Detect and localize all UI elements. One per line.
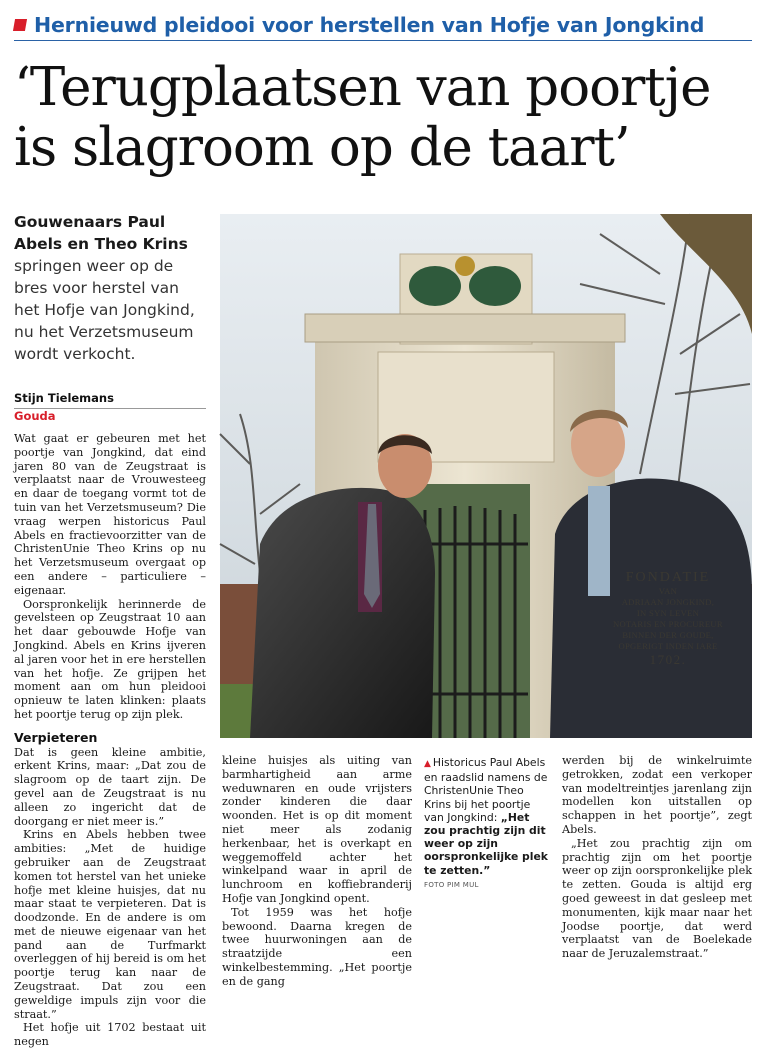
article-photo — [220, 214, 752, 738]
gate-inscription-line-8: 1702. — [649, 652, 687, 667]
paragraph-3: Dat is geen kleine ambitie, erkent Krins, maar: „Dat zou de slagroom op de taart zijn. De gevel aan de Zeugstraat is nu alleen zo ingericht dat de doorgang er niet meer is.” — [14, 745, 206, 828]
paragraph-8: werden bij de winkelruimte getrokken, zodat een verkoper van modeltreintjes jarenlang zijn modellen kon uitstallen op schappen in het poortje”, zegt Abels. — [562, 754, 752, 836]
paragraph-1: Wat gaat er gebeuren met het poortje van Jongkind, dat eind jaren 80 van de Zeugstraat is verplaatst naar de Vrouwesteeg en daar de toegang vormt tot de tuin van het Verzetsmuseum? Die vraag werpen historicus Paul Abels en fractievoorzitter van de ChristenUnie Theo Krins op nu het Verzetsmuseum overgaat op een andere – particuliere – eigenaar. — [14, 432, 206, 597]
article-column-1 — [14, 432, 206, 1049]
headline-line-1: ‘Terugplaatsen van poortje — [14, 57, 711, 118]
byline: Stijn Tielemans — [14, 391, 206, 409]
photo-credit: FOTO PIM MUL — [424, 881, 479, 889]
intro-lead: Gouwenaars Paul Abels en Theo Krins — [14, 213, 188, 253]
gate-inscription — [606, 570, 730, 667]
paragraph-9: „Het zou prachtig zijn om prachtig zijn om het poortje weer op zijn oorspronkelijke plek te zetten. Gouda is altijd erg goed geweest in dat gesleep met monumenten, kijk maar naar het Joodse poortje, dat werd verplaatst van de Boelekade naar de Jeruzalemstraat.” — [562, 836, 752, 961]
paragraph-7: Tot 1959 was het hofje bewoond. Daarna kregen de twee huurwoningen aan de straatzijde een winkelbestemming. „Het poortje en de gang — [222, 905, 412, 988]
gate-inscription-line-3: ADRIAAN JONGKIND, — [621, 597, 715, 607]
paragraph-2: Oorspronkelijk herinnerde de gevelsteen op Zeugstraat 10 aan het daar gebouwde Hofje van Jongkind. Abels en Krins ijveren al jaren voor het in ere herstellen van het hofje. Ze grijpen het moment aan om hun pleidooi opnieuw te laten klinken: plaats het poortje terug op zijn plek. — [14, 597, 206, 721]
article-column-4 — [562, 754, 752, 961]
kicker-marker-icon — [13, 19, 27, 31]
kicker-bar — [14, 9, 752, 41]
gate-inscription-line-4: IN SYN LEVEN — [636, 608, 700, 618]
subhead: Verpieteren — [14, 729, 98, 745]
gate-inscription-line-5: NOTARIS EN PROCUREUR — [613, 619, 723, 629]
headline — [14, 58, 754, 178]
caption-triangle-icon: ▲ — [424, 759, 431, 769]
intro-rest: springen weer op de bres voor herstel van het Hofje van Jongkind, nu het Verzetsmuseum wordt verkocht. — [14, 257, 195, 363]
photo-caption — [424, 756, 552, 877]
intro — [14, 211, 206, 365]
article-column-2 — [222, 754, 412, 989]
gate-inscription-line-6: BINNEN DER GOUDE, — [622, 630, 714, 640]
kicker-text: Hernieuwd pleidooi voor herstellen van Hofje van Jongkind — [34, 12, 705, 37]
paragraph-5: Het hofje uit 1702 bestaat uit negen — [14, 1021, 206, 1049]
caption-lead: Historicus Paul Abels en raadslid namens de ChristenUnie Theo Krins bij het poortje van Jongkind: — [424, 756, 548, 824]
gate-inscription-line-7: OPGERIGT INDEN IARE — [618, 641, 718, 651]
headline-line-2: is slagroom op de taart’ — [14, 117, 630, 178]
caption-quote: „Het zou prachtig zijn dit weer op zijn oorspronkelijke plek te zetten.” — [424, 810, 548, 877]
dateline: Gouda — [14, 409, 56, 423]
paragraph-4: Krins en Abels hebben twee ambities: „Met de huidige gebruiker aan de Zeugstraat komen tot herstel van het unieke hofje met kleine huisjes, dat nu maar staat te verpieteren. Dat is doodzonde. En de andere is om met de nieuwe eigenaar van het pand aan de Turfmarkt overleggen of hij bereid is om het poortje terug kan naar de Zeugstraat. Dat zou een geweldige impuls zijn voor die straat.” — [14, 828, 206, 1021]
gate-inscription-line-2: VAN — [658, 586, 678, 596]
gate-inscription-line-1: FONDATIE — [625, 570, 711, 585]
paragraph-6: kleine huisjes als uiting van barmhartigheid aan arme weduwnaren en oude vrijsters zonder kinderen die daar woonden. Het is op dit moment niet meer als zodanig herkenbaar, het is overkapt en weggemoffeld achter het winkelpand waar in april de lunchroom en koffiebranderij Hofje van Jongkind opent. — [222, 754, 412, 905]
